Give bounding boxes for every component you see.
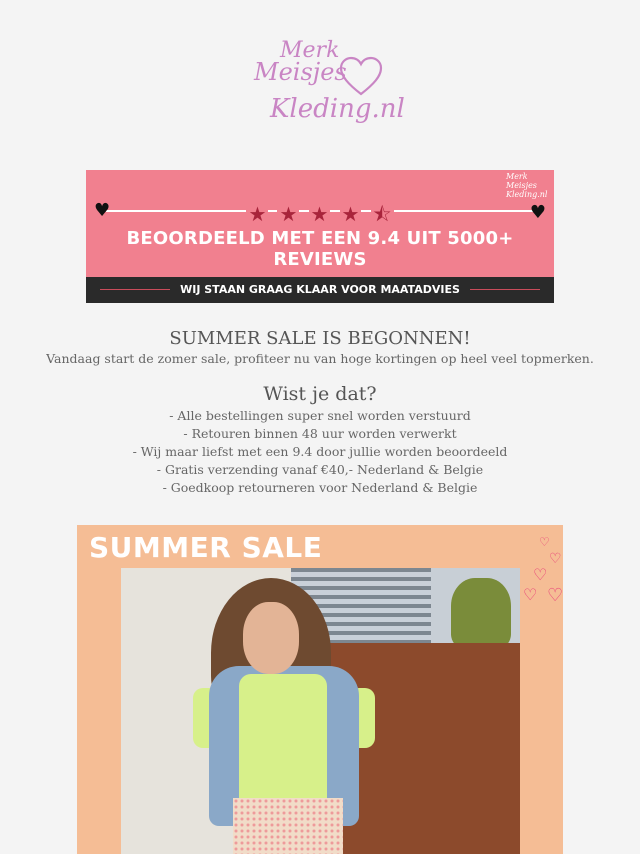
mini-logo-line-3: Kleding.nl [506,190,548,199]
summer-sale-banner[interactable] [77,525,563,854]
banner-mini-logo [506,172,550,199]
facts-list [0,407,640,497]
bottom-bar-line [470,289,540,290]
half-star-icon: ⯪ [371,200,394,234]
list-item: - Gratis verzending vanaf €40,- Nederland & Belgie [156,462,484,477]
reviews-banner[interactable] [86,170,554,303]
sale-heading: SUMMER SALE IS BEGONNEN! [169,328,471,349]
mini-logo-line-2: Meisjes [506,181,537,190]
star-icon: ★ [341,202,360,226]
list-item: - Retouren binnen 48 uur worden verwerkt [183,426,457,441]
mini-logo-line-1: Merk [506,172,528,181]
logo-line-2: Meisjes [254,58,347,86]
heart-icon: ♥ [529,202,546,223]
facts-heading: Wist je dat? [263,383,377,405]
list-item: - Alle bestellingen super snel worden verstuurd [169,408,471,423]
star-icon: ★ [310,202,329,226]
brand-logo[interactable] [250,38,405,133]
hearts-icon: ♡ ♡ ♡ ♡ ♡ [523,535,563,606]
list-item: - Wij maar liefst met een 9.4 door jullie worden beoordeeld [132,444,508,459]
summer-sale-title: SUMMER SALE [89,531,323,564]
logo-line-3: Kleding.nl [270,94,405,124]
logo-line-1: Merk [280,38,340,63]
banner-headline: BEOORDEELD MET EEN 9.4 UIT 5000+ REVIEWS [126,228,514,270]
sale-subtitle: Vandaag start de zomer sale, profiteer nu van hoge kortingen op heel veel topmerken. [46,351,594,366]
star-icon: ★ [279,202,298,226]
model-photo [121,568,520,854]
banner-bottom-bar [86,277,554,303]
heart-icon: ♥ [94,200,111,221]
bottom-bar-text: WIJ STAAN GRAAG KLAAR VOOR MAATADVIES [180,283,460,296]
star-icon: ★ [248,202,267,226]
heart-outline-icon [338,56,384,98]
list-item: - Goedkoop retourneren voor Nederland & Belgie [162,480,478,495]
